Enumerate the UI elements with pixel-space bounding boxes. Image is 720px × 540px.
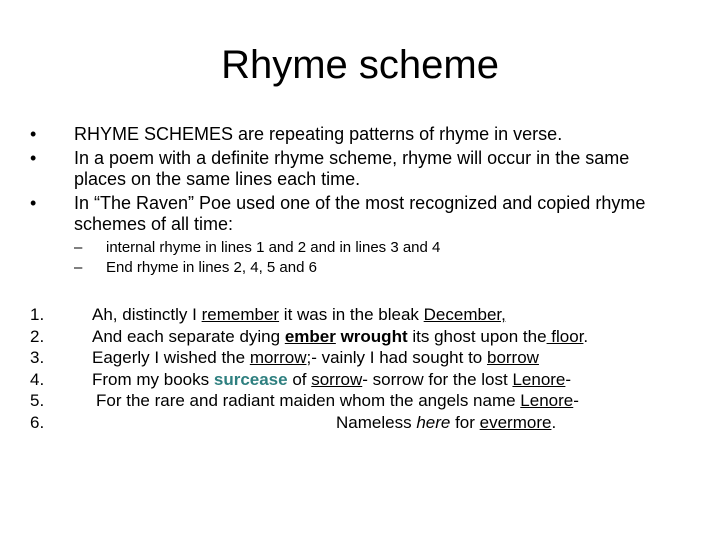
sub-bullet-item (74, 238, 674, 258)
rhyme-word: wrought (340, 326, 408, 346)
line-number: 3. (30, 348, 45, 367)
poem-text-segment: . (551, 412, 557, 432)
poem-text-segment: Ah, distinctly I (92, 305, 202, 324)
rhyme-word: sorrow (311, 369, 363, 389)
poem-line-text (92, 304, 506, 326)
sub-bullet-list (74, 238, 674, 278)
bullet-text: In a poem with a definite rhyme scheme, rhyme will occur in the same places on the same lines each time. (74, 148, 630, 189)
bullet-marker: • (30, 148, 37, 168)
poem-line (30, 412, 710, 434)
poem-line-text (92, 347, 539, 369)
slide-title: Rhyme scheme (221, 43, 499, 87)
poem-line-text (336, 412, 556, 434)
poem-line (30, 347, 710, 369)
rhyme-word: remember (201, 305, 280, 324)
bullet-item (30, 148, 670, 190)
line-number: 6. (30, 412, 45, 432)
rhyme-word: ember (284, 326, 336, 346)
rhyme-word: surcease (213, 369, 288, 389)
poem-text-segment: - (565, 369, 572, 389)
rhyme-word: floor (546, 326, 584, 346)
poem-text-segment: - sorrow for the lost (362, 369, 513, 389)
poem-text-segment: its ghost upon the (407, 326, 547, 346)
sub-bullet-text: internal rhyme in lines 1 and 2 and in lines 3 and 4 (106, 239, 441, 256)
poem-text-segment: for (450, 412, 480, 432)
poem-text-segment: ;- vainly I had sought to (306, 348, 487, 367)
poem-text-segment: And each separate dying (92, 326, 285, 346)
line-number: 5. (30, 391, 45, 410)
poem-text-segment: From my books (92, 369, 214, 389)
poem-text-segment: Eagerly I wished the (92, 348, 250, 367)
sub-bullet-text: End rhyme in lines 2, 4, 5 and 6 (106, 259, 317, 276)
rhyme-word: December, (423, 305, 506, 324)
poem-line-text (92, 369, 571, 391)
bullet-marker: • (30, 124, 37, 144)
poem-line (30, 390, 710, 412)
rhyme-word: morrow (249, 348, 307, 367)
line-number: 1. (30, 305, 45, 324)
bullet-item (30, 124, 670, 145)
bullet-text: In “The Raven” Poe used one of the most recognized and copied rhyme schemes of all time: (74, 193, 646, 234)
rhyme-word: evermore (479, 412, 552, 432)
rhyme-word: Lenore (512, 369, 566, 389)
poem-text-segment: it was in the bleak (279, 305, 424, 324)
poem-text-segment: For the rare and radiant maiden whom the angels name (96, 391, 521, 410)
poem-text-segment: - (573, 391, 579, 410)
line-number: 2. (30, 326, 45, 346)
dash-marker: – (74, 259, 83, 276)
bullet-item (30, 193, 670, 235)
line-number: 4. (30, 369, 45, 389)
poem-line (30, 304, 710, 326)
poem-line-text (92, 326, 588, 348)
dash-marker: – (74, 239, 83, 256)
poem-text-segment: Nameless (336, 412, 417, 432)
poem-line-text (96, 390, 579, 412)
sub-bullet-item (74, 258, 674, 278)
rhyme-word: borrow (486, 348, 539, 367)
poem-line (30, 369, 710, 391)
rhyme-word: Lenore (520, 391, 574, 410)
bullet-text: RHYME SCHEMES are repeating patterns of rhyme in verse. (74, 124, 563, 144)
poem-excerpt (30, 304, 710, 433)
poem-text-segment: of (287, 369, 312, 389)
poem-line (30, 326, 710, 348)
bullet-list (30, 124, 670, 238)
rhyme-word: here (416, 412, 451, 432)
poem-text-segment: . (583, 326, 589, 346)
bullet-marker: • (30, 193, 37, 213)
